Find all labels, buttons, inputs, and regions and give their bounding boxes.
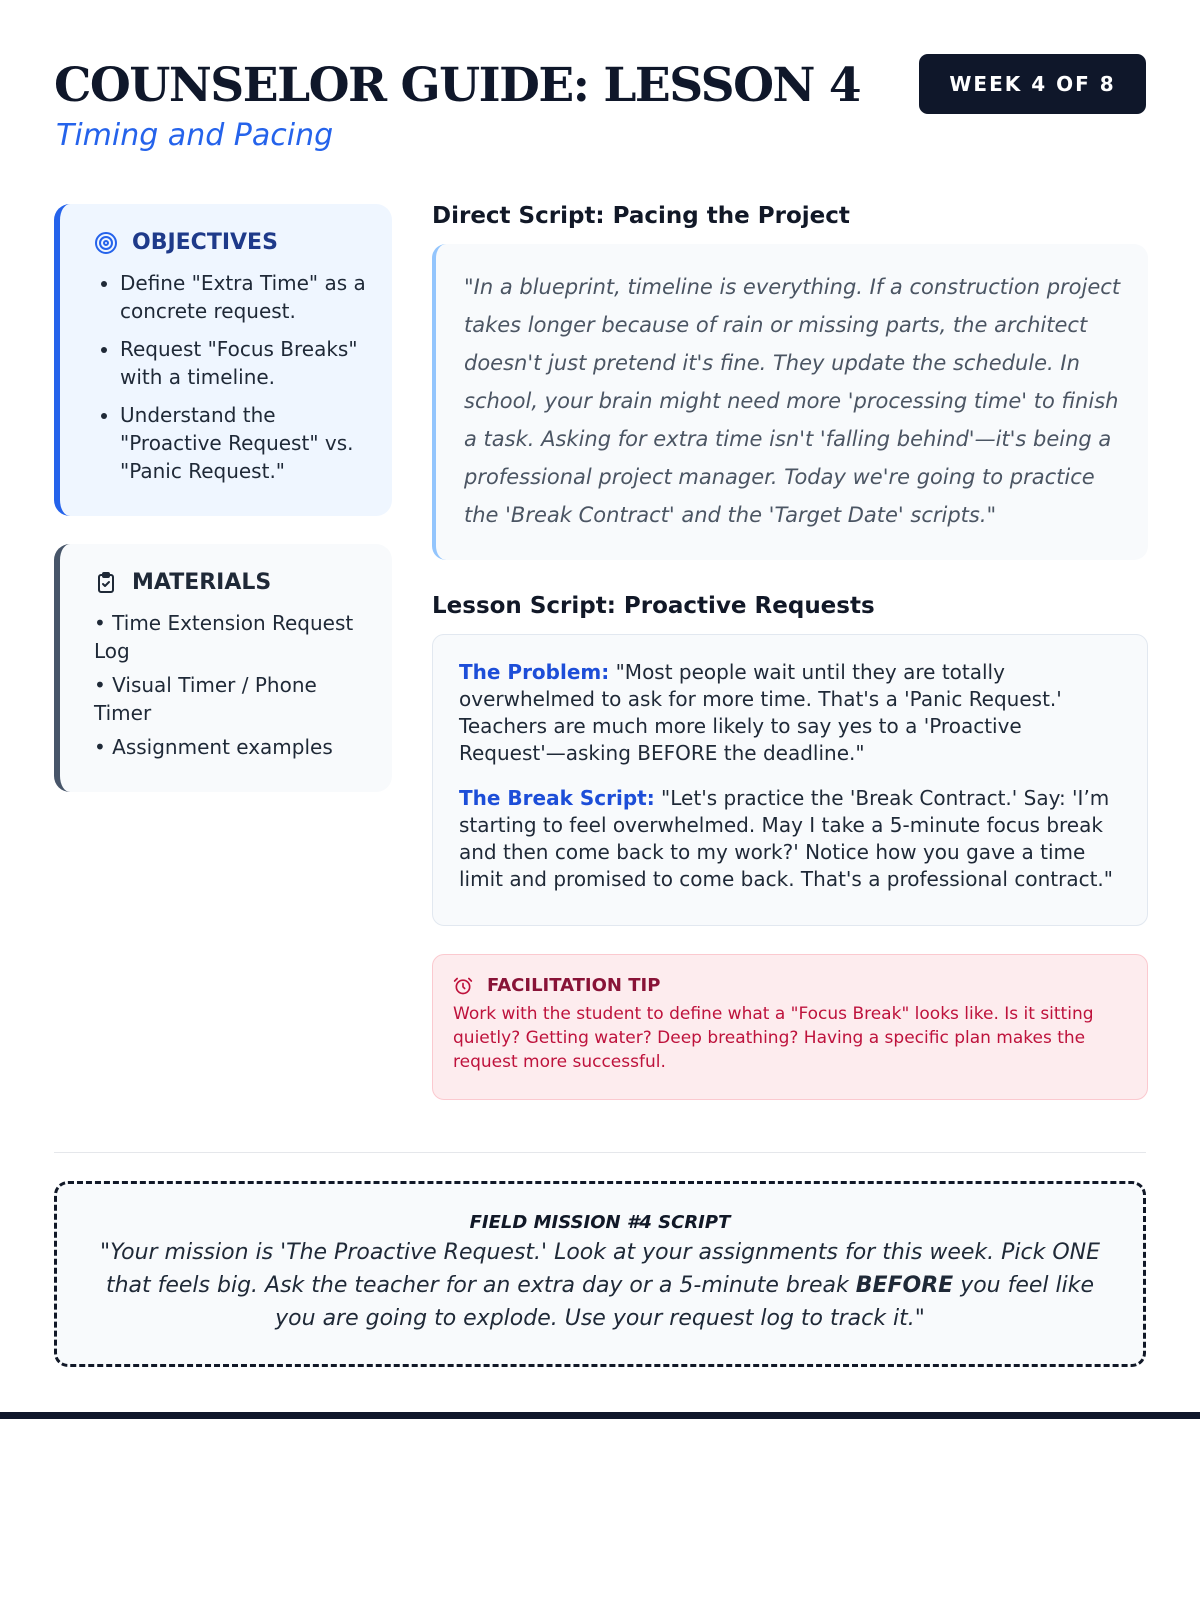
materials-card bbox=[54, 544, 392, 792]
material-item: • Visual Timer / Phone Timer bbox=[94, 673, 317, 725]
objective-item: • Define "Extra Time" as a concrete request. bbox=[120, 269, 368, 325]
left-column bbox=[54, 200, 392, 1152]
field-mission-box bbox=[54, 1181, 1146, 1367]
objectives-header bbox=[94, 230, 368, 255]
objective-item: • Request "Focus Breaks" with a timeline. bbox=[120, 335, 368, 391]
materials-heading: MATERIALS bbox=[132, 570, 272, 595]
alarm-clock-icon bbox=[453, 976, 473, 996]
problem-label: The Problem: bbox=[459, 660, 610, 684]
objectives-list bbox=[94, 269, 368, 485]
lesson-script-box bbox=[432, 634, 1148, 926]
facilitation-tip bbox=[432, 954, 1148, 1100]
objective-item: • Understand the "Proactive Request" vs. "Panic Request." bbox=[120, 401, 368, 485]
objectives-heading: OBJECTIVES bbox=[132, 230, 278, 255]
break-paragraph bbox=[459, 785, 1125, 893]
title-block bbox=[54, 52, 860, 156]
section-divider bbox=[54, 1152, 1146, 1153]
footer-bar bbox=[0, 1412, 1200, 1419]
tip-body: Work with the student to define what a "Focus Break" looks like. Is it sitting quietly? Getting water? Deep breathing? Having a specific plan makes the request more successful. bbox=[453, 1004, 1094, 1072]
direct-script-heading: Direct Script: Pacing the Project bbox=[432, 203, 850, 229]
tip-heading: FACILITATION TIP bbox=[487, 975, 661, 996]
direct-script-quote: "In a blueprint, timeline is everything. If a construction project takes longer because of rain or missing parts, the architect doesn't just pretend it's fine. They update the schedule. In school, your brain might need more 'processing time' to finish a task. Asking for extra time isn't 'falling behind'—it's being a professional project manager. Today we're going to practice the 'Break Contract' and the 'Target Date' scripts." bbox=[432, 244, 1148, 560]
break-text: "Let's practice the 'Break Contract.' Say: 'I’m starting to feel overwhelmed. May I take a 5-minute focus break and then come back to my work?' Notice how you gave a time limit and promised to come back. That's a professional contract." bbox=[459, 786, 1113, 891]
mission-text-bold: BEFORE bbox=[855, 1273, 954, 1298]
mission-title: FIELD MISSION #4 SCRIPT bbox=[469, 1212, 731, 1233]
material-item: • Assignment examples bbox=[94, 735, 333, 759]
mission-text bbox=[97, 1236, 1103, 1335]
material-item: • Time Extension Request Log bbox=[94, 611, 354, 663]
objectives-card bbox=[54, 204, 392, 516]
clipboard-check-icon bbox=[94, 571, 118, 595]
problem-text: "Most people wait until they are totally overwhelmed to ask for more time. That's a 'Panic Request.' Teachers are much more likely to say yes to a 'Proactive Request'—asking BEFORE the deadline." bbox=[459, 660, 1062, 765]
mission-text-after: you feel like you are going to explode. Use your request log to track it." bbox=[275, 1273, 1095, 1331]
lesson-script-heading: Lesson Script: Proactive Requests bbox=[432, 593, 875, 619]
page-header bbox=[54, 52, 1146, 200]
page-subtitle: Timing and Pacing bbox=[56, 118, 334, 153]
materials-list bbox=[94, 609, 368, 761]
target-icon bbox=[94, 231, 118, 255]
break-label: The Break Script: bbox=[459, 786, 655, 810]
week-badge: WEEK 4 OF 8 bbox=[919, 54, 1146, 114]
page-title: COUNSELOR GUIDE: LESSON 4 bbox=[54, 58, 861, 113]
mission-text-before: "Your mission is 'The Proactive Request.' Look at your assignments for this week. Pick ONE that feels big. Ask the teacher for an extra day or a 5-minute break bbox=[99, 1240, 1101, 1298]
tip-header bbox=[453, 975, 1127, 996]
problem-paragraph bbox=[459, 659, 1125, 767]
content-columns bbox=[54, 200, 1146, 1152]
right-column bbox=[432, 200, 1148, 1152]
materials-header bbox=[94, 570, 368, 595]
